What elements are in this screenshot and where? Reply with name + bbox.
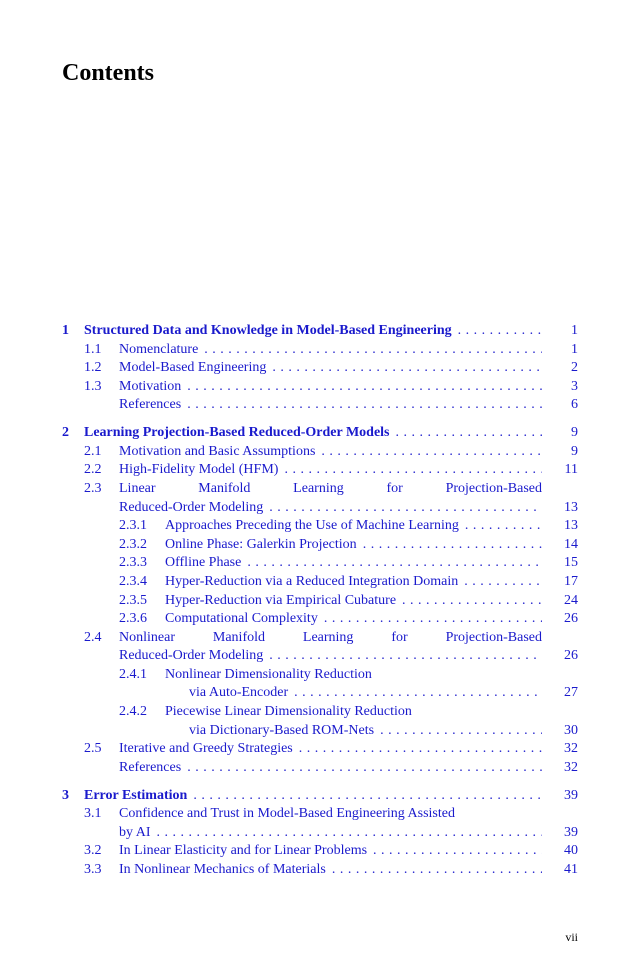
toc-entry-number: 1.3 xyxy=(84,378,102,394)
toc-entry-page: 13 xyxy=(564,518,578,534)
toc-entry-number: 1.1 xyxy=(84,341,102,357)
toc-entry-number: 3.2 xyxy=(84,843,102,859)
toc-entry[interactable] xyxy=(62,759,578,778)
toc-entry[interactable] xyxy=(62,703,578,722)
page-title: Contents xyxy=(62,60,155,86)
toc-entry[interactable] xyxy=(62,805,578,824)
dot-leader xyxy=(332,861,542,880)
toc-entry-title: Reduced-Order Modeling xyxy=(119,648,264,664)
toc-chapter-entry[interactable] xyxy=(62,424,578,443)
toc-entry-number: 2.3.5 xyxy=(119,592,147,608)
toc-entry-page: 2 xyxy=(571,360,578,376)
toc-entry-title: Iterative and Greedy Strategies xyxy=(119,741,293,757)
dot-leader xyxy=(373,842,542,861)
toc-entry-title: Motivation xyxy=(119,378,182,394)
toc-entry-page: 24 xyxy=(564,592,578,608)
page-number: vii xyxy=(565,930,578,944)
dot-leader xyxy=(284,461,542,480)
toc-entry-page: 26 xyxy=(564,611,578,627)
toc-entry-page: 30 xyxy=(564,722,578,738)
toc-entry-number: 2.4.2 xyxy=(119,704,147,720)
toc-entry[interactable] xyxy=(62,629,578,648)
toc-entry-title: by AI xyxy=(119,824,151,840)
toc-entry-page: 11 xyxy=(564,462,578,478)
toc-entry[interactable] xyxy=(62,461,578,480)
toc-entry-title: Learning Projection-Based Reduced-Order Models xyxy=(84,425,390,441)
dot-leader xyxy=(272,359,542,378)
toc-entry-page: 13 xyxy=(564,499,578,515)
dot-leader xyxy=(402,592,542,611)
toc-entry-number: 2.4.1 xyxy=(119,666,147,682)
toc-entry[interactable] xyxy=(62,842,578,861)
toc-entry-number: 2.3.3 xyxy=(119,555,147,571)
toc-entry-page: 26 xyxy=(564,648,578,664)
toc-entry-page: 17 xyxy=(564,573,578,589)
toc-entry[interactable] xyxy=(62,861,578,880)
toc-entry-page: 41 xyxy=(564,862,578,877)
toc-entry-page: 1 xyxy=(571,323,578,338)
toc-entry-page: 14 xyxy=(564,536,578,552)
toc-entry-title: via Auto-Encoder xyxy=(189,685,289,701)
toc-entry-number: 1.2 xyxy=(84,360,102,376)
toc-entry[interactable] xyxy=(62,824,578,843)
toc-entry-page: 9 xyxy=(571,443,578,459)
toc-entry[interactable] xyxy=(62,573,578,592)
toc-entry-title: Error Estimation xyxy=(84,787,188,803)
toc-entry-title: Nomenclature xyxy=(119,341,199,357)
toc-entry[interactable] xyxy=(62,396,578,415)
toc-entry-title: Model-Based Engineering xyxy=(119,360,267,376)
toc-entry[interactable] xyxy=(62,536,578,555)
toc-entry-page: 15 xyxy=(564,555,578,571)
toc-entry[interactable] xyxy=(62,341,578,360)
toc-entry-number: 2 xyxy=(62,425,69,441)
dot-leader xyxy=(187,759,542,778)
toc-entry-title: References xyxy=(119,759,182,775)
toc-entry-number: 2.3 xyxy=(84,480,102,496)
toc-entry[interactable] xyxy=(62,610,578,629)
toc-entry-number: 2.3.2 xyxy=(119,536,147,552)
dot-leader xyxy=(247,554,542,573)
toc-entry-title: Piecewise Linear Dimensionality Reduction xyxy=(165,704,412,720)
toc-chapter-entry[interactable] xyxy=(62,787,578,806)
toc-entry[interactable] xyxy=(62,740,578,759)
dot-leader xyxy=(299,740,542,759)
toc-entry-title: High-Fidelity Model (HFM) xyxy=(119,462,279,478)
toc-entry-page: 39 xyxy=(564,824,578,840)
dot-leader xyxy=(321,443,542,462)
dot-leader xyxy=(380,722,542,741)
dot-leader xyxy=(324,610,542,629)
toc-entry-page: 32 xyxy=(564,741,578,757)
toc-entry[interactable] xyxy=(62,666,578,685)
dot-leader xyxy=(465,517,542,536)
toc-entry-title: In Linear Elasticity and for Linear Problems xyxy=(119,843,368,859)
toc-entry[interactable] xyxy=(62,647,578,666)
toc-entry-page: 6 xyxy=(571,397,578,413)
toc-entry-title: Approaches Preceding the Use of Machine Learning xyxy=(165,518,459,534)
table-of-contents xyxy=(62,322,578,880)
toc-entry-number: 2.5 xyxy=(84,741,102,757)
toc-entry[interactable] xyxy=(62,722,578,741)
dot-leader xyxy=(363,536,542,555)
toc-entry[interactable] xyxy=(62,443,578,462)
toc-entry-number: 2.3.6 xyxy=(119,611,147,627)
toc-entry-title: Hyper-Reduction via a Reduced Integration Domain xyxy=(165,573,459,589)
toc-entry-title: Confidence and Trust in Model-Based Engineering Assisted xyxy=(119,806,455,822)
toc-entry-number: 2.4 xyxy=(84,629,102,645)
dot-leader xyxy=(157,824,543,843)
toc-entry-page: 1 xyxy=(571,341,578,357)
toc-entry-title: In Nonlinear Mechanics of Materials xyxy=(119,862,326,877)
toc-entry-page: 9 xyxy=(571,425,578,441)
toc-entry-page: 3 xyxy=(571,378,578,394)
dot-leader xyxy=(204,341,542,360)
toc-entry-title: Nonlinear Dimensionality Reduction xyxy=(165,666,372,682)
toc-entry[interactable] xyxy=(62,359,578,378)
toc-entry-title: Reduced-Order Modeling xyxy=(119,499,264,515)
dot-leader xyxy=(464,573,542,592)
toc-entry-title: Offline Phase xyxy=(165,555,242,571)
toc-entry[interactable] xyxy=(62,480,578,499)
toc-entry-title: References xyxy=(119,397,182,413)
toc-entry-page: 39 xyxy=(564,787,578,803)
toc-entry[interactable] xyxy=(62,499,578,518)
dot-leader xyxy=(458,322,542,341)
toc-entry-title: Online Phase: Galerkin Projection xyxy=(165,536,357,552)
toc-entry-number: 3 xyxy=(62,787,69,803)
dot-leader xyxy=(187,396,542,415)
toc-entry-title: Structured Data and Knowledge in Model-Based Engineering xyxy=(84,323,452,338)
toc-entry-title: Nonlinear Manifold Learning for Projection-Based xyxy=(119,629,542,645)
toc-entry-page: 32 xyxy=(564,759,578,775)
toc-entry-title: Computational Complexity xyxy=(165,611,318,627)
toc-entry-number: 3.1 xyxy=(84,806,102,822)
toc-entry-title: Hyper-Reduction via Empirical Cubature xyxy=(165,592,397,608)
toc-entry-title: via Dictionary-Based ROM-Nets xyxy=(189,722,375,738)
dot-leader xyxy=(187,378,542,397)
toc-entry[interactable] xyxy=(62,592,578,611)
toc-entry-title: Motivation and Basic Assumptions xyxy=(119,443,316,459)
toc-entry[interactable] xyxy=(62,684,578,703)
toc-entry-page: 40 xyxy=(564,843,578,859)
toc-entry-number: 2.1 xyxy=(84,443,102,459)
dot-leader xyxy=(294,684,542,703)
dot-leader xyxy=(269,647,542,666)
toc-entry-number: 1 xyxy=(62,323,69,338)
dot-leader xyxy=(396,424,542,443)
toc-entry-title: Linear Manifold Learning for Projection-Based xyxy=(119,480,542,496)
toc-entry-number: 2.2 xyxy=(84,462,102,478)
toc-entry[interactable] xyxy=(62,378,578,397)
toc-entry-number: 2.3.4 xyxy=(119,573,147,589)
toc-entry[interactable] xyxy=(62,517,578,536)
dot-leader xyxy=(269,499,542,518)
toc-entry-number: 2.3.1 xyxy=(119,518,147,534)
toc-entry[interactable] xyxy=(62,554,578,573)
toc-entry-page: 27 xyxy=(564,685,578,701)
dot-leader xyxy=(193,787,542,806)
toc-chapter-entry[interactable] xyxy=(62,322,578,341)
toc-entry-number: 3.3 xyxy=(84,862,102,877)
